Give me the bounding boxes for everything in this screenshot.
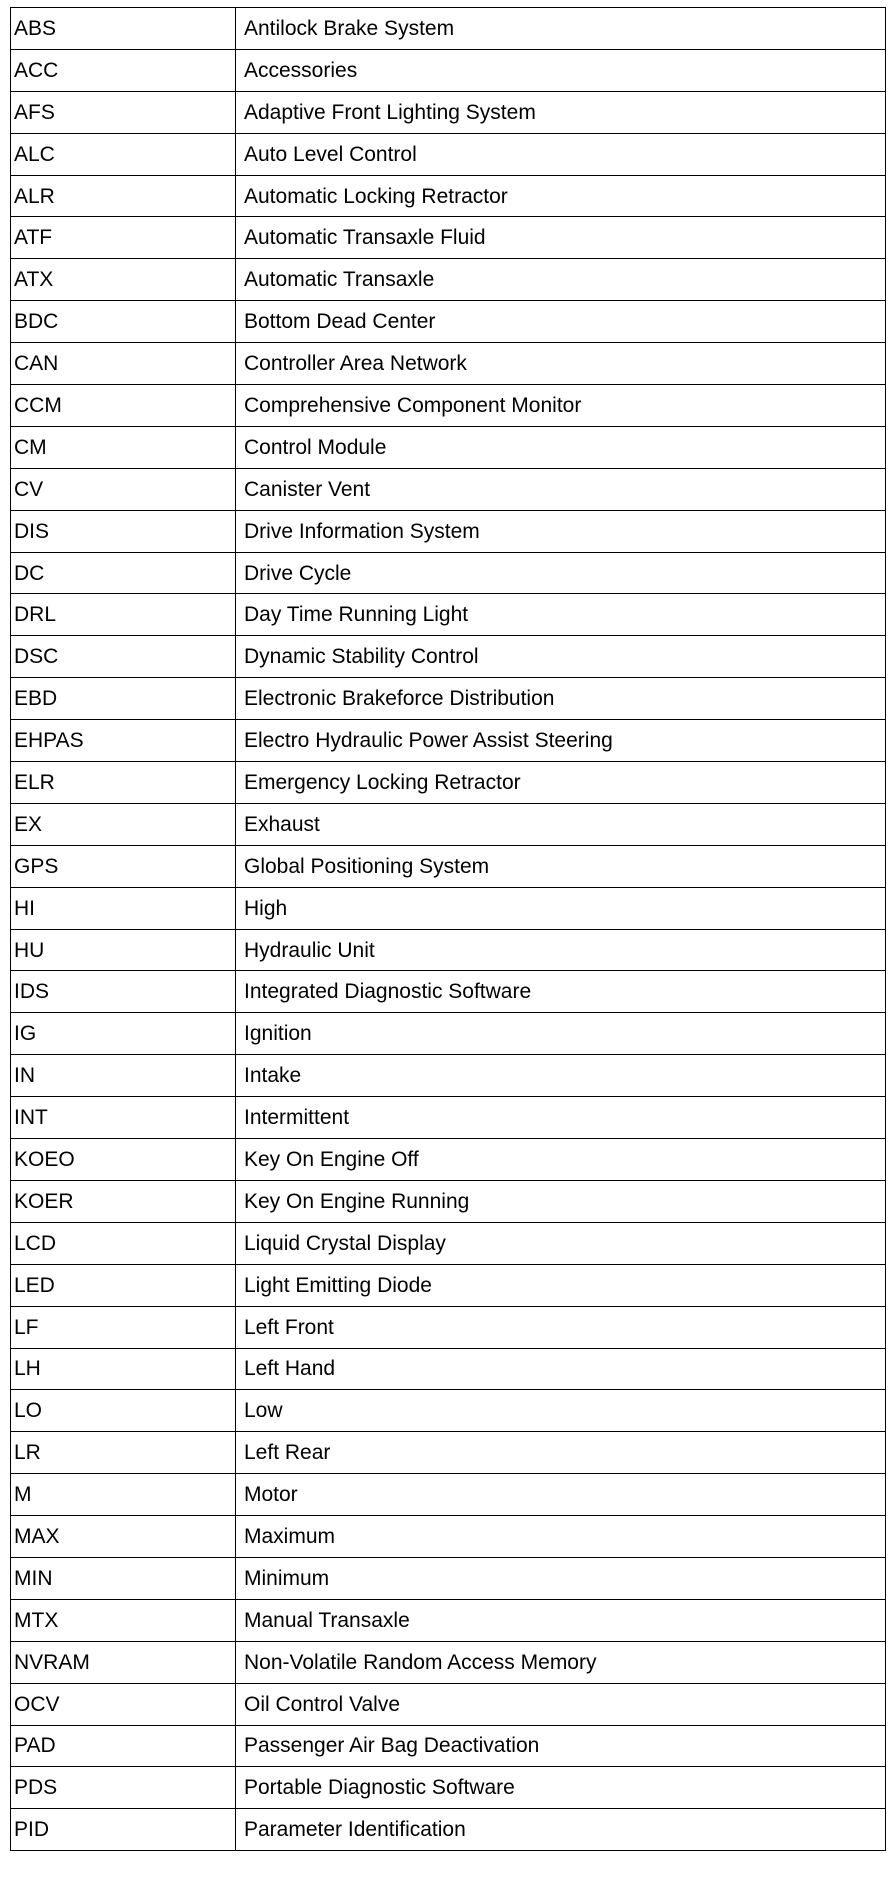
meaning-cell: Light Emitting Diode xyxy=(236,1264,886,1306)
table-row xyxy=(11,1013,886,1055)
abbreviation-cell: CAN xyxy=(11,343,236,385)
table-row xyxy=(11,1055,886,1097)
abbreviation-cell: EBD xyxy=(11,678,236,720)
table-row xyxy=(11,552,886,594)
table-row xyxy=(11,929,886,971)
meaning-cell: Exhaust xyxy=(236,803,886,845)
meaning-cell: Key On Engine Off xyxy=(236,1139,886,1181)
table-row xyxy=(11,1222,886,1264)
meaning-cell: Oil Control Valve xyxy=(236,1683,886,1725)
table-row xyxy=(11,1516,886,1558)
abbreviation-cell: EHPAS xyxy=(11,720,236,762)
meaning-cell: Motor xyxy=(236,1474,886,1516)
abbreviation-cell: ALC xyxy=(11,133,236,175)
meaning-cell: Integrated Diagnostic Software xyxy=(236,971,886,1013)
table-row xyxy=(11,217,886,259)
table-row xyxy=(11,1139,886,1181)
table-row xyxy=(11,1474,886,1516)
meaning-cell: Global Positioning System xyxy=(236,845,886,887)
table-row xyxy=(11,1767,886,1809)
table-row xyxy=(11,49,886,91)
table-row xyxy=(11,887,886,929)
meaning-cell: Key On Engine Running xyxy=(236,1180,886,1222)
table-row xyxy=(11,1725,886,1767)
table-row xyxy=(11,762,886,804)
table-row xyxy=(11,1599,886,1641)
abbreviation-cell: LO xyxy=(11,1390,236,1432)
abbreviation-cell: CV xyxy=(11,468,236,510)
table-row xyxy=(11,259,886,301)
meaning-cell: Drive Information System xyxy=(236,510,886,552)
abbreviation-cell: CCM xyxy=(11,385,236,427)
table-row xyxy=(11,636,886,678)
meaning-cell: High xyxy=(236,887,886,929)
abbreviation-cell: GPS xyxy=(11,845,236,887)
meaning-cell: Automatic Locking Retractor xyxy=(236,175,886,217)
abbreviation-cell: IN xyxy=(11,1055,236,1097)
meaning-cell: Auto Level Control xyxy=(236,133,886,175)
meaning-cell: Electro Hydraulic Power Assist Steering xyxy=(236,720,886,762)
meaning-cell: Intake xyxy=(236,1055,886,1097)
meaning-cell: Control Module xyxy=(236,426,886,468)
table-row xyxy=(11,385,886,427)
meaning-cell: Manual Transaxle xyxy=(236,1599,886,1641)
table-row xyxy=(11,1306,886,1348)
meaning-cell: Parameter Identification xyxy=(236,1809,886,1851)
table-row xyxy=(11,803,886,845)
meaning-cell: Adaptive Front Lighting System xyxy=(236,91,886,133)
meaning-cell: Automatic Transaxle xyxy=(236,259,886,301)
meaning-cell: Left Rear xyxy=(236,1432,886,1474)
abbreviation-cell: OCV xyxy=(11,1683,236,1725)
table-row xyxy=(11,1180,886,1222)
abbreviation-cell: ATX xyxy=(11,259,236,301)
table-row xyxy=(11,1390,886,1432)
meaning-cell: Antilock Brake System xyxy=(236,8,886,50)
meaning-cell: Electronic Brakeforce Distribution xyxy=(236,678,886,720)
abbreviation-table xyxy=(10,7,886,1851)
table-row xyxy=(11,1557,886,1599)
abbreviation-cell: AFS xyxy=(11,91,236,133)
abbreviation-cell: INT xyxy=(11,1097,236,1139)
table-row xyxy=(11,8,886,50)
table-row xyxy=(11,510,886,552)
abbreviation-cell: M xyxy=(11,1474,236,1516)
meaning-cell: Dynamic Stability Control xyxy=(236,636,886,678)
meaning-cell: Left Hand xyxy=(236,1348,886,1390)
table-row xyxy=(11,678,886,720)
table-row xyxy=(11,1683,886,1725)
table-row xyxy=(11,468,886,510)
table-row xyxy=(11,301,886,343)
abbreviation-cell: DRL xyxy=(11,594,236,636)
meaning-cell: Left Front xyxy=(236,1306,886,1348)
meaning-cell: Accessories xyxy=(236,49,886,91)
abbreviation-cell: ALR xyxy=(11,175,236,217)
abbreviation-cell: HI xyxy=(11,887,236,929)
meaning-cell: Low xyxy=(236,1390,886,1432)
abbreviation-cell: LCD xyxy=(11,1222,236,1264)
table-row xyxy=(11,1348,886,1390)
abbreviation-cell: CM xyxy=(11,426,236,468)
table-row xyxy=(11,426,886,468)
table-row xyxy=(11,594,886,636)
abbreviation-cell: HU xyxy=(11,929,236,971)
meaning-cell: Ignition xyxy=(236,1013,886,1055)
abbreviation-cell: PDS xyxy=(11,1767,236,1809)
meaning-cell: Maximum xyxy=(236,1516,886,1558)
abbreviation-cell: ABS xyxy=(11,8,236,50)
table-row xyxy=(11,971,886,1013)
table-row xyxy=(11,845,886,887)
abbreviation-cell: PAD xyxy=(11,1725,236,1767)
abbreviation-cell: LED xyxy=(11,1264,236,1306)
table-row xyxy=(11,1641,886,1683)
meaning-cell: Portable Diagnostic Software xyxy=(236,1767,886,1809)
meaning-cell: Controller Area Network xyxy=(236,343,886,385)
meaning-cell: Day Time Running Light xyxy=(236,594,886,636)
abbreviation-cell: KOEO xyxy=(11,1139,236,1181)
meaning-cell: Bottom Dead Center xyxy=(236,301,886,343)
meaning-cell: Comprehensive Component Monitor xyxy=(236,385,886,427)
meaning-cell: Drive Cycle xyxy=(236,552,886,594)
abbreviation-table-body xyxy=(11,8,886,1851)
table-row xyxy=(11,175,886,217)
abbreviation-cell: ACC xyxy=(11,49,236,91)
table-row xyxy=(11,720,886,762)
table-row xyxy=(11,343,886,385)
meaning-cell: Liquid Crystal Display xyxy=(236,1222,886,1264)
abbreviation-cell: PID xyxy=(11,1809,236,1851)
abbreviation-cell: MAX xyxy=(11,1516,236,1558)
meaning-cell: Passenger Air Bag Deactivation xyxy=(236,1725,886,1767)
abbreviation-cell: BDC xyxy=(11,301,236,343)
meaning-cell: Automatic Transaxle Fluid xyxy=(236,217,886,259)
meaning-cell: Intermittent xyxy=(236,1097,886,1139)
abbreviation-cell: DSC xyxy=(11,636,236,678)
meaning-cell: Emergency Locking Retractor xyxy=(236,762,886,804)
table-row xyxy=(11,133,886,175)
abbreviation-cell: MIN xyxy=(11,1557,236,1599)
abbreviation-cell: EX xyxy=(11,803,236,845)
table-row xyxy=(11,1809,886,1851)
table-row xyxy=(11,1432,886,1474)
abbreviation-cell: KOER xyxy=(11,1180,236,1222)
abbreviation-cell: NVRAM xyxy=(11,1641,236,1683)
meaning-cell: Non-Volatile Random Access Memory xyxy=(236,1641,886,1683)
meaning-cell: Minimum xyxy=(236,1557,886,1599)
abbreviation-cell: ELR xyxy=(11,762,236,804)
table-row xyxy=(11,1264,886,1306)
abbreviation-cell: LF xyxy=(11,1306,236,1348)
meaning-cell: Canister Vent xyxy=(236,468,886,510)
abbreviation-cell: LR xyxy=(11,1432,236,1474)
abbreviation-cell: LH xyxy=(11,1348,236,1390)
abbreviation-cell: DIS xyxy=(11,510,236,552)
abbreviation-cell: IG xyxy=(11,1013,236,1055)
abbreviation-cell: DC xyxy=(11,552,236,594)
abbreviation-cell: MTX xyxy=(11,1599,236,1641)
table-row xyxy=(11,91,886,133)
abbreviation-cell: ATF xyxy=(11,217,236,259)
table-row xyxy=(11,1097,886,1139)
meaning-cell: Hydraulic Unit xyxy=(236,929,886,971)
abbreviation-cell: IDS xyxy=(11,971,236,1013)
